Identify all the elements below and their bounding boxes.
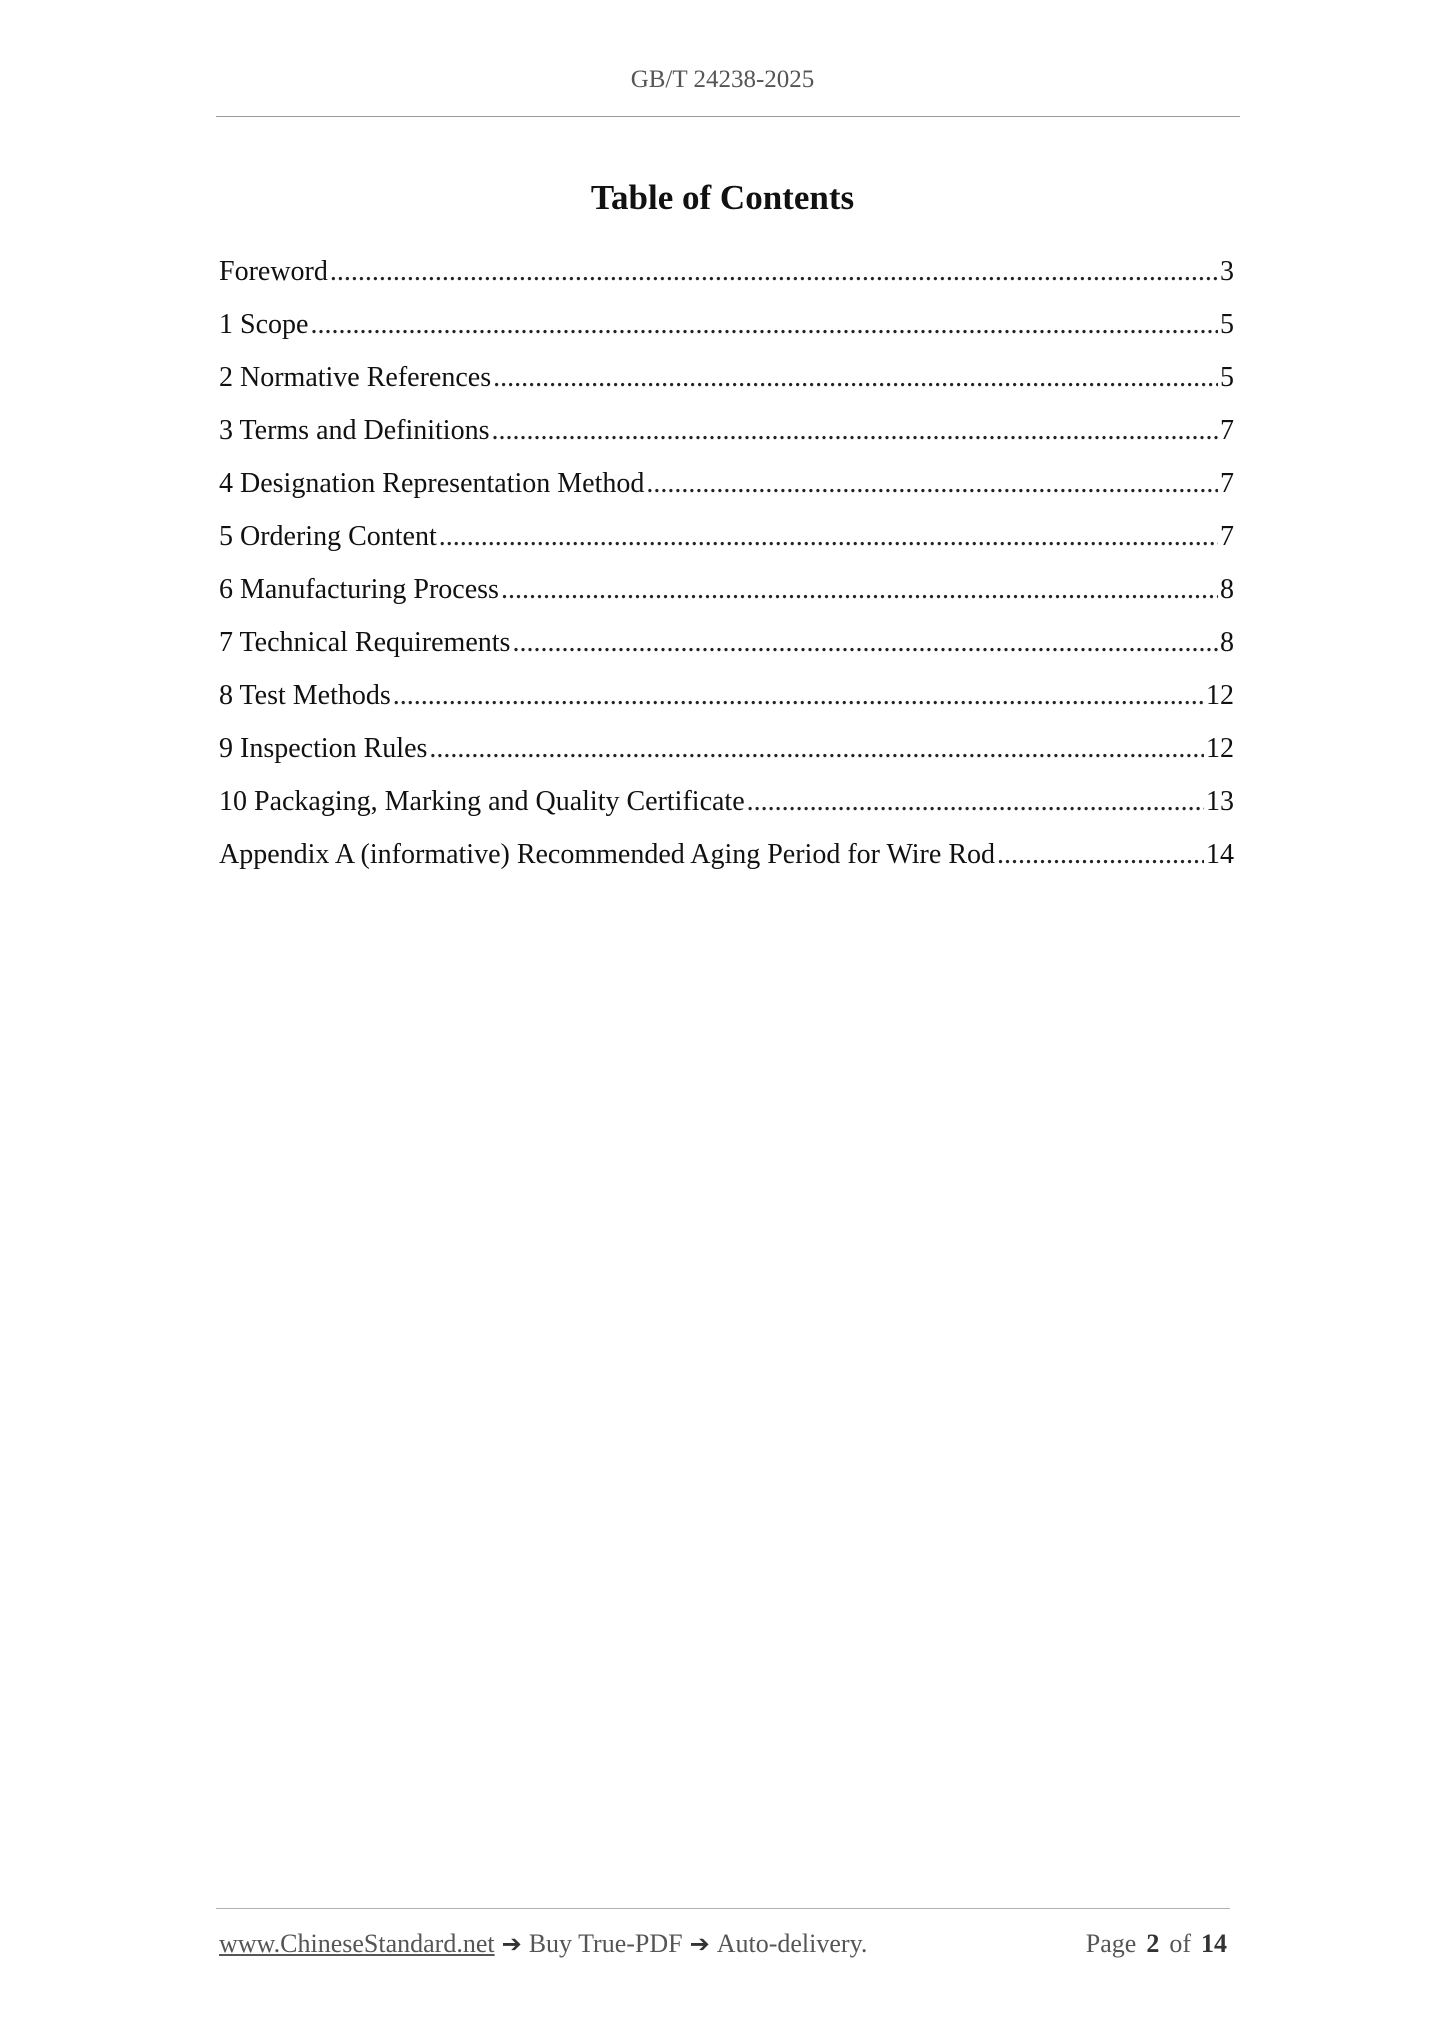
toc-dot-leader <box>646 465 1218 503</box>
toc-entry-label: 10 Packaging, Marking and Quality Certificate <box>219 786 745 817</box>
toc-title: Table of Contents <box>590 178 855 217</box>
toc-dot-leader <box>493 359 1218 397</box>
toc-entry-label: 7 Technical Requirements <box>219 627 511 658</box>
delivery-text: Auto-delivery. <box>716 1929 868 1958</box>
toc-dot-leader <box>439 518 1218 556</box>
toc-entry-label: 2 Normative References <box>219 362 492 393</box>
toc-entry-label: 1 Scope <box>219 309 309 340</box>
toc-entry-page: 13 <box>1206 786 1234 817</box>
site-link[interactable]: www.ChineseStandard.net <box>219 1929 495 1958</box>
toc-dot-leader <box>330 253 1218 291</box>
toc-entry-label: Appendix A (informative) Recommended Aging Period for Wire Rod <box>219 839 995 870</box>
toc-entry-label: Foreword <box>219 256 328 287</box>
toc-entry-label: 8 Test Methods <box>219 680 391 711</box>
toc-dot-leader <box>393 677 1204 715</box>
toc-dot-leader <box>491 412 1218 450</box>
toc-entry-page: 7 <box>1220 521 1234 552</box>
toc-dot-leader <box>429 730 1204 768</box>
toc-entry-page: 5 <box>1220 309 1234 340</box>
footer-promo <box>219 1929 867 1959</box>
toc-entry-page: 7 <box>1220 468 1234 499</box>
toc-list <box>219 253 1234 889</box>
toc-entry-page: 8 <box>1220 627 1234 658</box>
toc-entry-terms-and-definitions[interactable] <box>219 412 1234 465</box>
toc-entry-test-methods[interactable] <box>219 677 1234 730</box>
toc-entry-scope[interactable] <box>219 306 1234 359</box>
arrow-right-icon: ➔ <box>689 1930 710 1958</box>
toc-entry-label: 6 Manufacturing Process <box>219 574 499 605</box>
header-standard-code: GB/T 24238-2025 <box>630 66 815 93</box>
toc-entry-page: 14 <box>1206 839 1234 870</box>
toc-entry-page: 3 <box>1220 256 1234 287</box>
current-page-number: 2 <box>1146 1929 1160 1958</box>
toc-entry-label: 5 Ordering Content <box>219 521 437 552</box>
arrow-right-icon: ➔ <box>501 1930 522 1958</box>
toc-dot-leader <box>747 783 1204 821</box>
toc-entry-label: 4 Designation Representation Method <box>219 468 645 499</box>
toc-entry-page: 12 <box>1206 680 1234 711</box>
toc-dot-leader <box>997 836 1204 874</box>
footer-divider <box>216 1908 1230 1909</box>
toc-entry-page: 7 <box>1220 415 1234 446</box>
of-word: of <box>1169 1929 1191 1958</box>
toc-entry-manufacturing-process[interactable] <box>219 571 1234 624</box>
toc-entry-designation-representation-method[interactable] <box>219 465 1234 518</box>
toc-entry-foreword[interactable] <box>219 253 1234 306</box>
toc-entry-inspection-rules[interactable] <box>219 730 1234 783</box>
toc-entry-label: 9 Inspection Rules <box>219 733 428 764</box>
toc-entry-page: 5 <box>1220 362 1234 393</box>
buy-text: Buy True-PDF <box>528 1929 683 1958</box>
toc-entry-normative-references[interactable] <box>219 359 1234 412</box>
toc-dot-leader <box>512 624 1218 662</box>
toc-entry-packaging-marking-certificate[interactable] <box>219 783 1234 836</box>
toc-dot-leader <box>310 306 1218 344</box>
toc-entry-page: 8 <box>1220 574 1234 605</box>
toc-dot-leader <box>501 571 1218 609</box>
toc-entry-appendix-a[interactable] <box>219 836 1234 889</box>
toc-entry-ordering-content[interactable] <box>219 518 1234 571</box>
header-divider <box>216 116 1240 117</box>
toc-entry-page: 12 <box>1206 733 1234 764</box>
toc-entry-technical-requirements[interactable] <box>219 624 1234 677</box>
toc-entry-label: 3 Terms and Definitions <box>219 415 490 446</box>
page-indicator <box>1086 1929 1227 1959</box>
page-word: Page <box>1085 1929 1137 1958</box>
total-pages-number: 14 <box>1201 1929 1227 1958</box>
